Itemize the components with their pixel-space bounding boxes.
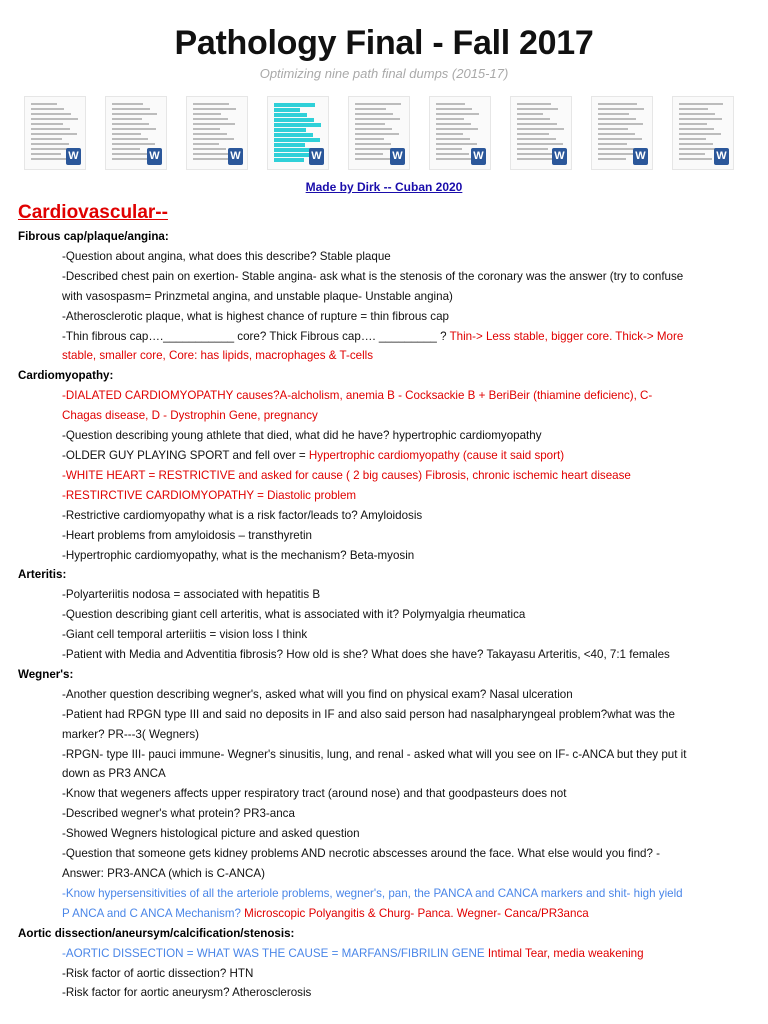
thumbnail-text-line: [274, 148, 312, 152]
thumbnail-text-line: [517, 148, 548, 150]
thumbnail-text-line: [598, 143, 627, 145]
section-title: Cardiovascular--: [18, 202, 168, 223]
note-line: [18, 844, 748, 864]
thumbnail-text-line: [436, 138, 470, 140]
note-text: -Described wegner's what protein? PR3-anca: [62, 807, 295, 821]
note-text: -Know that wegeners affects upper respiratory tract (around nose) and that goodpasteurs does not: [62, 787, 567, 801]
thumbnail-text-line: [274, 103, 315, 107]
note-line: [18, 884, 748, 904]
note-line: [18, 267, 748, 287]
thumbnail-text-line: [193, 138, 234, 140]
thumbnail-text-line: [598, 108, 644, 110]
note-text: -Question describing giant cell arteritis, what is associated with it? Polymyalgia rheumatica: [62, 608, 526, 622]
note-line: [18, 784, 748, 804]
note-text: -Hypertrophic cardiomyopathy, what is the mechanism? Beta-myosin: [62, 548, 415, 562]
document-thumbnail[interactable]: [510, 96, 572, 170]
note-text: marker? PR---3( Wegners): [62, 727, 200, 741]
note-line: [18, 804, 748, 824]
answer-text: Microscopic Polyangitis & Churg- Panca. Wegner- Canca/PR3anca: [244, 906, 589, 920]
note-line: [18, 645, 748, 665]
thumbnail-text-line: [679, 153, 705, 155]
note-line: [18, 426, 748, 446]
note-text: -RPGN- type III- pauci immune- Wegner's sinusitis, lung, and renal - asked what will you see on IF- c-ANCA but they put it: [62, 747, 687, 761]
thumbnail-text-line: [517, 143, 563, 145]
thumbnail-text-line: [112, 113, 157, 115]
note-text: Answer: PR3-ANCA (which is C-ANCA): [62, 867, 265, 880]
note-line: [18, 944, 748, 964]
note-line: [18, 585, 748, 605]
thumbnail-text-line: [274, 158, 304, 162]
thumbnail-text-line: [193, 108, 236, 110]
thumbnail-text-line: [598, 113, 629, 115]
word-document-icon: W: [633, 148, 648, 165]
note-text: with vasospasm= Prinzmetal angina, and unstable plaque- Unstable angina): [62, 289, 453, 303]
thumbnail-text-line: [517, 133, 549, 135]
answer-text: Thin-> Less stable, bigger core. Thick-> More: [449, 329, 684, 343]
answer-text: -WHITE HEART = RESTRICTIVE and asked for cause ( 2 big causes) Fibrosis, chronic ischemic heart disease: [62, 468, 631, 482]
thumbnail-text-line: [679, 133, 721, 135]
note-text: -Heart problems from amyloidosis – transthyretin: [62, 528, 312, 542]
answer-text: Chagas disease, D - Dystrophin Gene, pregnancy: [62, 409, 318, 423]
document-thumbnail[interactable]: [105, 96, 167, 170]
note-line: [18, 526, 748, 546]
thumbnail-text-line: [598, 133, 635, 135]
note-line: [18, 625, 748, 645]
note-text: -OLDER GUY PLAYING SPORT and fell over =: [62, 448, 309, 462]
note-text: Fibrous cap/plaque/angina:: [18, 230, 169, 243]
note-line: [18, 346, 748, 366]
word-document-icon: W: [147, 148, 162, 165]
note-text: Arteritis:: [18, 568, 67, 582]
thumbnail-text-line: [274, 138, 320, 142]
thumbnail-text-line: [436, 133, 463, 135]
thumbnail-text-line: [274, 133, 313, 137]
thumbnail-text-line: [31, 123, 63, 125]
note-text: -Another question describing wegner's, asked what will you find on physical exam? Nasal ulceration: [62, 687, 573, 701]
note-line: [18, 247, 748, 267]
thumbnail-text-line: [436, 108, 472, 110]
thumbnail-text-line: [193, 148, 226, 150]
document-thumbnail[interactable]: [429, 96, 491, 170]
note-line: [18, 506, 748, 526]
thumbnail-text-line: [31, 113, 71, 115]
thumbnail-text-line: [679, 113, 715, 115]
note-line: [18, 824, 748, 844]
thumbnail-text-line: [112, 153, 147, 155]
note-text: -Risk factor of aortic dissection? HTN: [62, 966, 254, 980]
word-document-icon: W: [309, 148, 324, 165]
thumbnail-text-line: [598, 103, 637, 105]
note-line: [18, 546, 748, 566]
document-thumbnail[interactable]: [186, 96, 248, 170]
thumbnail-text-line: [193, 133, 227, 135]
thumbnail-text-line: [31, 118, 78, 120]
note-line: [18, 287, 748, 307]
thumbnail-text-line: [517, 123, 557, 125]
answer-text: Intimal Tear, media weakening: [487, 946, 644, 960]
thumbnail-text-line: [31, 103, 57, 105]
thumbnail-text-line: [355, 133, 399, 135]
thumbnail-text-line: [112, 103, 143, 105]
thumbnail-text-line: [436, 123, 471, 125]
note-line: [18, 983, 748, 1003]
thumbnail-text-line: [355, 118, 400, 120]
thumbnail-text-line: [517, 118, 550, 120]
note-line: [18, 486, 748, 506]
note-text: Wegner's:: [18, 667, 74, 681]
thumbnail-text-line: [517, 113, 543, 115]
thumbnail-text-line: [274, 118, 314, 122]
note-line: [18, 466, 748, 486]
note-line: [18, 745, 748, 765]
highlight-text: -AORTIC DISSECTION = WHAT WAS THE CAUSE = MARFANS/FIBRILIN GENE: [62, 946, 488, 960]
thumbnail-text-line: [679, 108, 708, 110]
thumbnail-text-line: [436, 153, 469, 155]
thumbnail-text-line: [355, 113, 393, 115]
thumbnail-text-line: [274, 143, 305, 147]
topic-heading: [18, 924, 748, 944]
thumbnail-text-line: [679, 103, 723, 105]
thumbnail-text-line: [355, 158, 390, 160]
note-text: -Atherosclerotic plaque, what is highest chance of rupture = thin fibrous cap: [62, 309, 449, 323]
thumbnail-text-line: [436, 128, 478, 130]
thumbnail-text-line: [679, 143, 713, 145]
source-thumbnails-strip: [24, 96, 744, 172]
note-line: [18, 446, 748, 466]
highlight-text: -Know hypersensitivities of all the arteriole problems, wegner's, pan, the PANCA and CANCA markers and shit- high yield: [62, 886, 683, 900]
thumbnail-text-line: [679, 118, 722, 120]
thumbnail-text-line: [355, 123, 385, 125]
document-thumbnail[interactable]: [267, 96, 329, 170]
answer-text: stable, smaller core, Core: has lipids, macrophages & T-cells: [62, 349, 374, 363]
thumbnail-text-line: [598, 138, 642, 140]
thumbnail-text-line: [598, 123, 643, 125]
thumbnail-text-line: [355, 143, 391, 145]
thumbnail-text-line: [31, 153, 61, 155]
note-text: -Polyarteriitis nodosa = associated with hepatitis B: [62, 588, 321, 602]
word-document-icon: W: [714, 148, 729, 165]
thumbnail-text-line: [274, 128, 306, 132]
word-document-icon: W: [390, 148, 405, 165]
document-title: Pathology Final - Fall 2017: [174, 24, 594, 62]
topic-heading: [18, 227, 748, 247]
note-line: [18, 964, 748, 984]
note-line: [18, 327, 748, 347]
answer-text: Hypertrophic cardiomyopathy (cause it said sport): [308, 448, 565, 462]
thumbnail-text-line: [274, 108, 300, 112]
thumbnail-text-line: [598, 148, 634, 150]
thumbnail-text-line: [112, 123, 149, 125]
thumbnail-text-line: [112, 118, 142, 120]
answer-text: -RESTIRCTIVE CARDIOMYOPATHY = Diastolic problem: [62, 488, 357, 502]
thumbnail-text-line: [193, 113, 221, 115]
note-text: -Patient had RPGN type III and said no deposits in IF and also said person had nasalpharyngeal problem?what was the: [62, 707, 675, 721]
note-text: -Question that someone gets kidney problems AND necrotic abscesses around the face. What else would you find? -: [62, 847, 661, 861]
thumbnail-text-line: [436, 103, 465, 105]
note-text: -Risk factor for aortic aneurysm? Atherosclerosis: [62, 986, 312, 1000]
thumbnail-text-line: [274, 113, 307, 117]
thumbnail-text-line: [355, 138, 384, 140]
thumbnail-text-line: [193, 123, 235, 125]
thumbnail-text-line: [517, 108, 558, 110]
word-document-icon: W: [66, 148, 81, 165]
note-text: -Described chest pain on exertion- Stable angina- ask what is the stenosis of the coronary was the answer (try to confuse: [62, 269, 684, 283]
note-text: -Showed Wegners histological picture and asked question: [62, 827, 360, 841]
note-line: [18, 605, 748, 625]
thumbnail-text-line: [112, 138, 148, 140]
thumbnail-text-line: [112, 128, 156, 130]
topic-heading: [18, 366, 748, 386]
note-line: [18, 904, 748, 924]
thumbnail-text-line: [355, 108, 386, 110]
note-line: [18, 685, 748, 705]
document-subtitle: Optimizing nine path final dumps (2015-17): [259, 66, 509, 81]
thumbnail-text-line: [112, 143, 155, 145]
thumbnail-text-line: [598, 158, 626, 160]
word-document-icon: W: [471, 148, 486, 165]
thumbnail-text-line: [436, 113, 479, 115]
note-text: -Thin fibrous cap….___________ core? Thick Fibrous cap…. _________ ?: [62, 329, 450, 343]
made-by-link[interactable]: Made by Dirk -- Cuban 2020: [305, 180, 463, 194]
answer-text: -DIALATED CARDIOMYOPATHY causes?A-alcholism, anemia B - Cocksackie B + BeriBeir (thiamine deficienc), C-: [62, 389, 653, 403]
thumbnail-text-line: [436, 143, 477, 145]
thumbnail-text-line: [517, 153, 555, 155]
note-line: [18, 764, 748, 784]
note-text: -Restrictive cardiomyopathy what is a risk factor/leads to? Amyloidosis: [62, 508, 423, 522]
thumbnail-text-line: [31, 158, 68, 160]
thumbnail-text-line: [112, 108, 150, 110]
thumbnail-text-line: [193, 103, 229, 105]
highlight-text: P ANCA and C ANCA Mechanism?: [62, 906, 245, 920]
note-text: -Question describing young athlete that died, what did he have? hypertrophic cardiomyopathy: [62, 429, 542, 443]
thumbnail-text-line: [436, 118, 464, 120]
thumbnail-text-line: [679, 138, 706, 140]
note-line: [18, 307, 748, 327]
thumbnail-text-line: [355, 128, 392, 130]
note-text: Aortic dissection/aneursym/calcification/stenosis:: [18, 926, 295, 940]
document-thumbnail[interactable]: [348, 96, 410, 170]
topic-heading: [18, 665, 748, 685]
thumbnail-text-line: [679, 158, 712, 160]
note-text: down as PR3 ANCA: [62, 767, 166, 781]
note-line: [18, 386, 748, 406]
thumbnail-text-line: [193, 153, 233, 155]
document-thumbnail[interactable]: [591, 96, 653, 170]
note-text: Cardiomyopathy:: [18, 369, 114, 383]
topic-heading: [18, 565, 748, 585]
thumbnail-text-line: [517, 103, 551, 105]
thumbnail-text-line: [31, 108, 64, 110]
thumbnail-text-line: [598, 128, 628, 130]
document-thumbnail[interactable]: [672, 96, 734, 170]
note-line: [18, 725, 748, 745]
thumbnail-text-line: [517, 138, 556, 140]
word-document-icon: W: [552, 148, 567, 165]
thumbnail-text-line: [31, 133, 77, 135]
note-line: [18, 864, 748, 884]
thumbnail-text-line: [517, 128, 564, 130]
thumbnail-text-line: [274, 123, 321, 127]
note-line: [18, 705, 748, 725]
note-text: -Giant cell temporal arteriitis = vision loss I think: [62, 628, 308, 642]
thumbnail-text-line: [598, 118, 636, 120]
thumbnail-text-line: [436, 158, 476, 160]
note-line: [18, 406, 748, 426]
thumbnail-text-line: [112, 148, 140, 150]
thumbnail-text-line: [31, 143, 69, 145]
thumbnail-text-line: [193, 143, 219, 145]
thumbnail-text-line: [679, 128, 714, 130]
thumbnail-text-line: [355, 153, 383, 155]
thumbnail-text-line: [193, 118, 228, 120]
note-text: -Patient with Media and Adventitia fibrosis? How old is she? What does she have? Takayasu Arteritis, <40, 7:1 females: [62, 648, 670, 662]
note-text: -Question about angina, what does this describe? Stable plaque: [62, 249, 391, 263]
thumbnail-text-line: [112, 133, 141, 135]
word-document-icon: W: [228, 148, 243, 165]
thumbnail-text-line: [679, 123, 707, 125]
thumbnail-text-line: [31, 128, 70, 130]
document-thumbnail[interactable]: [24, 96, 86, 170]
thumbnail-text-line: [193, 128, 220, 130]
thumbnail-text-line: [355, 103, 401, 105]
thumbnail-text-line: [436, 148, 462, 150]
notes-body: [18, 227, 748, 1003]
thumbnail-text-line: [31, 138, 62, 140]
